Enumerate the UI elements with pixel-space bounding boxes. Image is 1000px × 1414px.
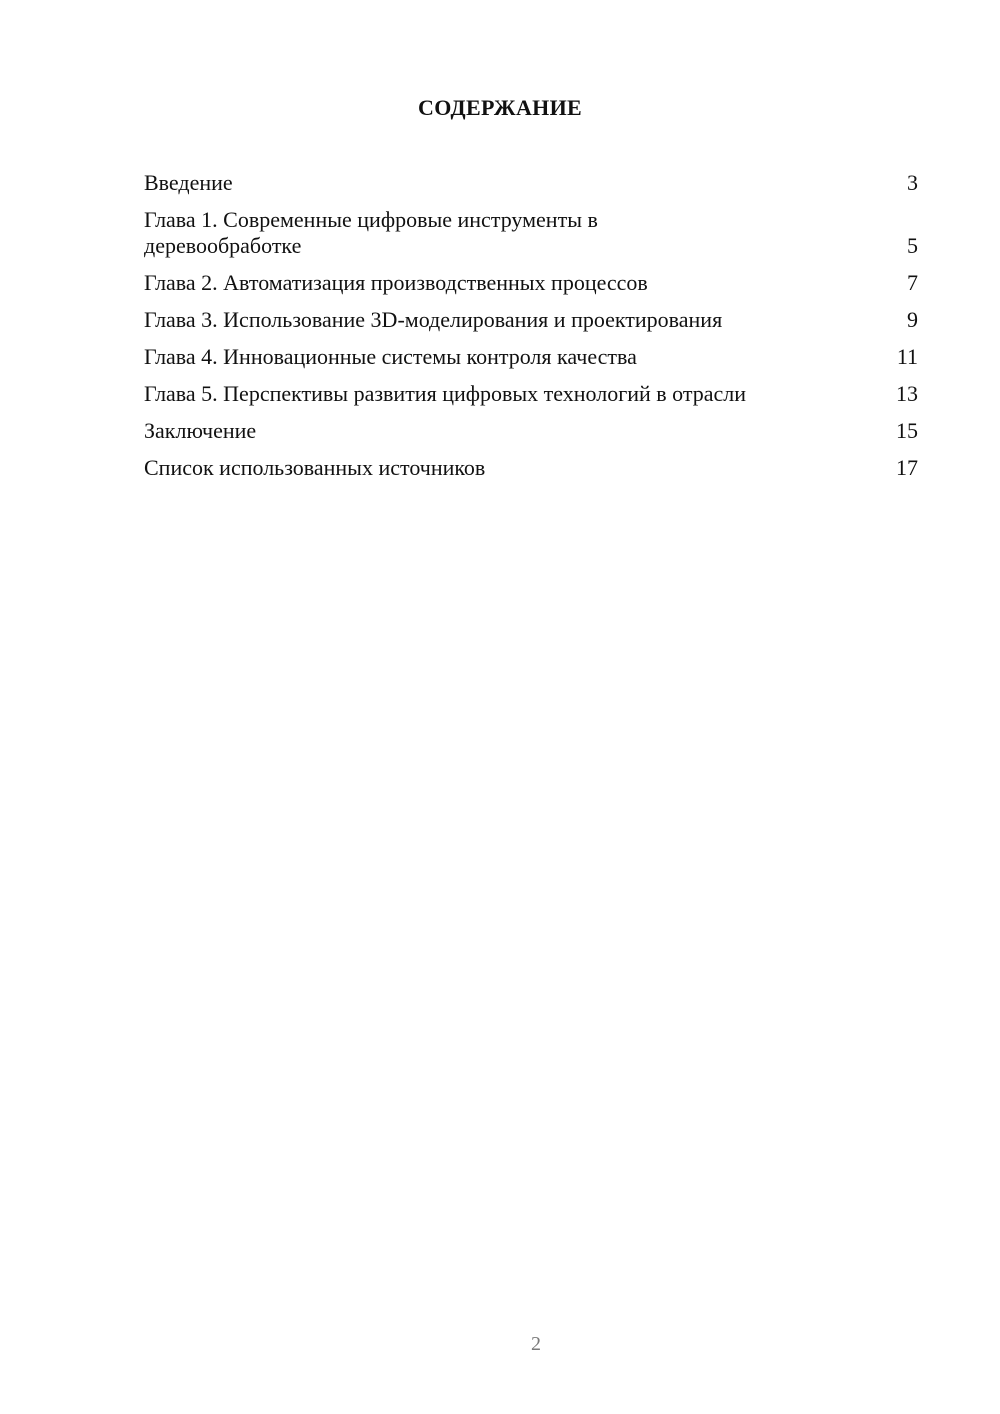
toc-entry-page: 11: [896, 344, 918, 369]
toc-entry-chapter-1[interactable]: [144, 207, 918, 259]
toc-entry-chapter-3[interactable]: [144, 307, 918, 333]
toc-entry-label: Введение: [144, 170, 233, 195]
toc-entry-page: 5: [907, 233, 918, 258]
toc-entry-page: 3: [907, 170, 918, 195]
toc-entry-label: Список использованных источников: [144, 455, 486, 480]
toc-entry-label: Глава 1. Современные цифровые инструменты в деревообработке: [144, 207, 598, 258]
toc-entry-page: 13: [896, 381, 918, 406]
toc-entry-page: 7: [907, 270, 918, 295]
toc-entry-references[interactable]: [144, 455, 918, 481]
toc-entry-conclusion[interactable]: [144, 418, 918, 444]
toc-entry-chapter-2[interactable]: [144, 270, 918, 296]
toc-entry-label: Глава 3. Использование 3D-моделирования и проектирования: [144, 307, 723, 332]
toc-entry-page: 17: [896, 455, 918, 480]
toc-entry-label: Заключение: [144, 418, 257, 443]
page-number: 2: [531, 1333, 541, 1355]
toc-entry-label: Глава 4. Инновационные системы контроля качества: [144, 344, 637, 369]
toc-entry-label: Глава 2. Автоматизация производственных процессов: [144, 270, 648, 295]
toc-entry-label: Глава 5. Перспективы развития цифровых технологий в отрасли: [144, 381, 747, 406]
toc-entry-introduction[interactable]: [144, 170, 918, 196]
toc-entry-page: 9: [907, 307, 918, 332]
table-of-contents: [144, 170, 918, 492]
toc-entry-page: 15: [896, 418, 918, 443]
toc-entry-chapter-4[interactable]: [144, 344, 918, 370]
toc-entry-chapter-5[interactable]: [144, 381, 918, 407]
toc-title: СОДЕРЖАНИЕ: [418, 95, 582, 120]
